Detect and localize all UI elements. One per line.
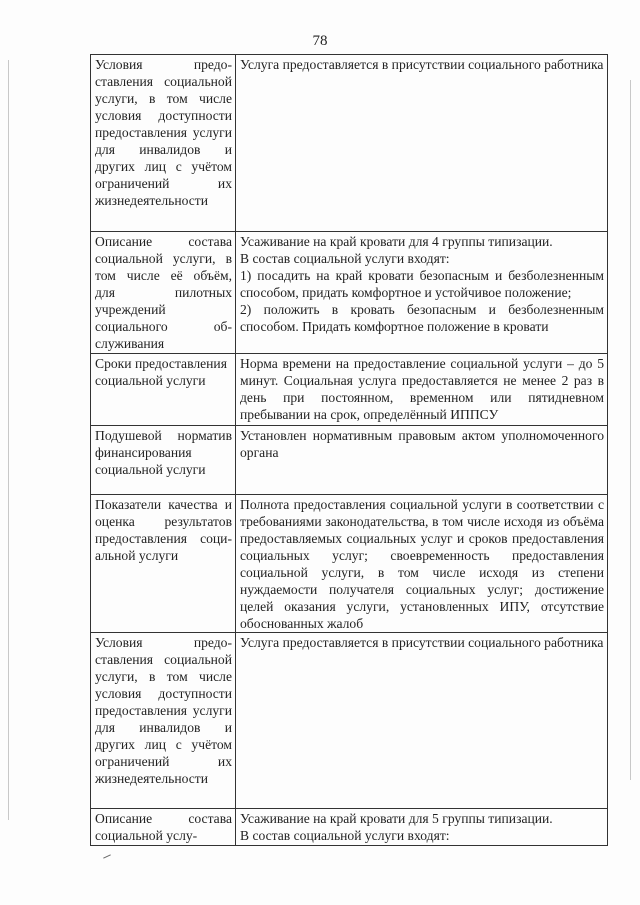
row-label: Описание состава социальной услуги, в том числе её объём, для пилотных учреждений социального обслуживания — [91, 232, 236, 354]
row-label: Сроки предоставления социальной услуги — [91, 354, 236, 426]
row-text: Услуга предоставляется в присутствии социального работника — [236, 633, 608, 809]
table-row — [91, 55, 608, 232]
row-label: Показатели качества и оценка результатов предоставления социальной услуги — [91, 495, 236, 633]
table-row — [91, 633, 608, 809]
row-text: Норма времени на предоставление социальной услуги – до 5 минут. Социальная услуга предоставляется не менее 2 раз в день при постоянном, временном или пятидневном пребывании на срок, определённый ИППСУ — [236, 354, 608, 426]
row-text: Усаживание на край кровати для 4 группы типизации. В состав социальной услуги входят: 1) посадить на край кровати безопасным и безболезненным способом, придать комфортное и устойчивое положение; 2) положить в кровать безопасным и безболезненным способом. Придать комфортное положение в кровати — [236, 232, 608, 354]
table-row — [91, 232, 608, 354]
table-row — [91, 354, 608, 426]
page-number: 78 — [312, 33, 328, 49]
row-text: Услуга предоставляется в присутствии социального работника — [236, 55, 608, 232]
row-text: Усаживание на край кровати для 5 группы типизации. В состав социальной услуги входят: — [236, 809, 608, 846]
table-row — [91, 495, 608, 633]
scan-edge-mark — [630, 80, 631, 780]
row-label: Подушевой норматив финансирования социальной услуги — [91, 426, 236, 495]
row-text: Полнота предоставления социальной услуги в соответствии с требованиями законодательства, в том числе исходя из объёма предоставляемых социальных услуг и сроков предоставления социальных услуг; своевременность предоставления социальной услуги, в том числе исходя из степени нуждаемости получателя социальных услуг; достижение целей оказания услуги, установленных ИПУ, отсутствие обоснованных жалоб — [236, 495, 608, 633]
row-label: Условия предоставления социальной услуги, в том числе условия доступности предоставления услуги для инвалидов и других лиц с учётом ограничений их жизнедеятельности — [91, 633, 236, 809]
row-text: Установлен нормативным правовым актом уполномоченного органа — [236, 426, 608, 495]
services-table — [90, 54, 608, 846]
row-label: Описание состава социальной услу- — [91, 809, 236, 846]
table-row — [91, 809, 608, 846]
row-label: Условия предоставления социальной услуги, в том числе условия доступности предоставления услуги для инвалидов и других лиц с учётом ограничений их жизнедеятельности — [91, 55, 236, 232]
table-row — [91, 426, 608, 495]
scan-edge-mark — [8, 60, 9, 820]
scan-speck — [103, 854, 111, 858]
